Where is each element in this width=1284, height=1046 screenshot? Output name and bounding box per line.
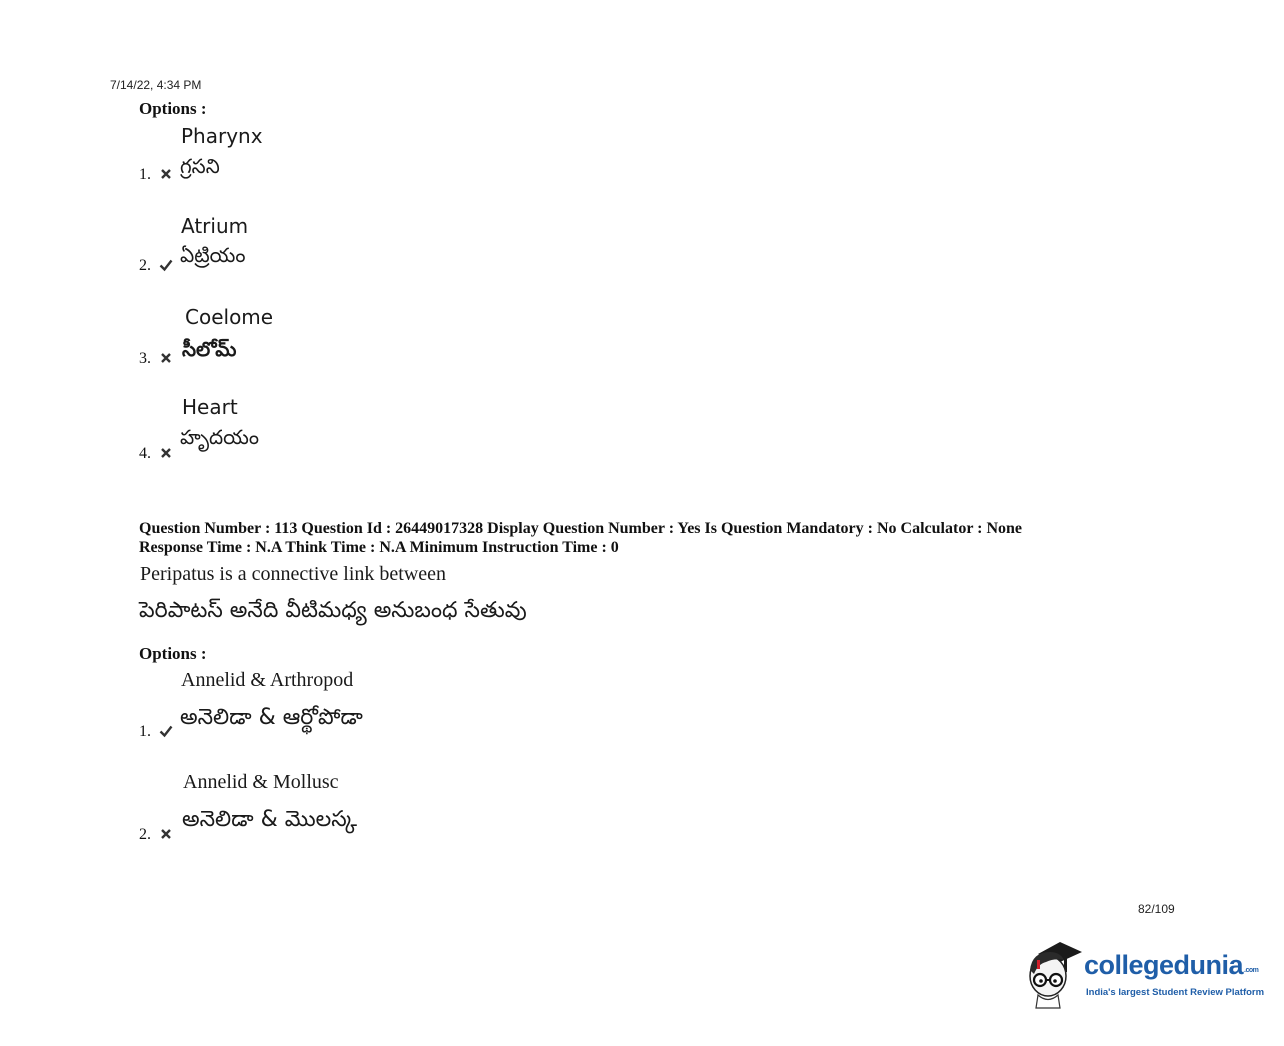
option-te-text: సీలోమ్ bbox=[182, 337, 237, 361]
option-number bbox=[139, 257, 173, 275]
option-number-label: 4. bbox=[139, 445, 151, 462]
question-meta-line-1: Question Number : 113 Question Id : 26449017328 Display Question Number : Yes Is Question Mandatory : No Calculator : None bbox=[139, 520, 1023, 537]
option-en-text: Atrium bbox=[181, 214, 249, 238]
brand-suffix: .com bbox=[1244, 967, 1259, 974]
option-te-text: గ్రసని bbox=[180, 154, 220, 178]
option-te-text: హృదయం bbox=[180, 425, 260, 449]
print-timestamp: 7/14/22, 4:34 PM bbox=[110, 78, 202, 92]
cross-icon bbox=[159, 167, 173, 181]
mascot-icon bbox=[1024, 940, 1084, 1010]
collegedunia-logo bbox=[1024, 940, 1264, 1010]
brand-tagline: India's largest Student Review Platform bbox=[1086, 987, 1265, 998]
cross-icon bbox=[159, 351, 173, 365]
question-text-te: పెరిపాటస్ అనేది వీటిమధ్య అనుబంధ సేతువు bbox=[139, 598, 527, 623]
option-number bbox=[139, 723, 173, 741]
check-icon bbox=[159, 724, 173, 738]
option-en-text: Pharynx bbox=[181, 124, 263, 148]
option-en-text: Annelid & Arthropod bbox=[181, 669, 354, 691]
brand-name bbox=[1084, 950, 1258, 981]
option-te-text: అనెలిడా & ఆర్థోపోడా bbox=[180, 705, 363, 730]
option-en-text: Annelid & Mollusc bbox=[183, 771, 339, 793]
option-number bbox=[139, 445, 173, 463]
option-en-text: Heart bbox=[182, 395, 238, 419]
option-te-text: అనెలిడా & మొలస్క bbox=[182, 807, 357, 832]
brand-text: collegedunia bbox=[1084, 950, 1244, 980]
options-heading: Options : bbox=[139, 99, 207, 118]
question-text-en: Peripatus is a connective link between bbox=[140, 563, 447, 585]
option-number-label: 2. bbox=[139, 257, 151, 274]
option-en-text: Coelome bbox=[185, 305, 274, 329]
option-number bbox=[139, 166, 173, 184]
page-number: 82/109 bbox=[1138, 902, 1175, 916]
question-meta-line-2: Response Time : N.A Think Time : N.A Minimum Instruction Time : 0 bbox=[139, 539, 619, 556]
options-heading: Options : bbox=[139, 644, 207, 663]
cross-icon bbox=[159, 446, 173, 460]
option-number-label: 2. bbox=[139, 826, 151, 843]
check-icon bbox=[159, 258, 173, 272]
option-number-label: 1. bbox=[139, 723, 151, 740]
option-number bbox=[139, 350, 173, 368]
option-number-label: 1. bbox=[139, 166, 151, 183]
option-number bbox=[139, 826, 173, 844]
option-te-text: ఏట్రియం bbox=[180, 243, 246, 267]
option-number-label: 3. bbox=[139, 350, 151, 367]
cross-icon bbox=[159, 827, 173, 841]
